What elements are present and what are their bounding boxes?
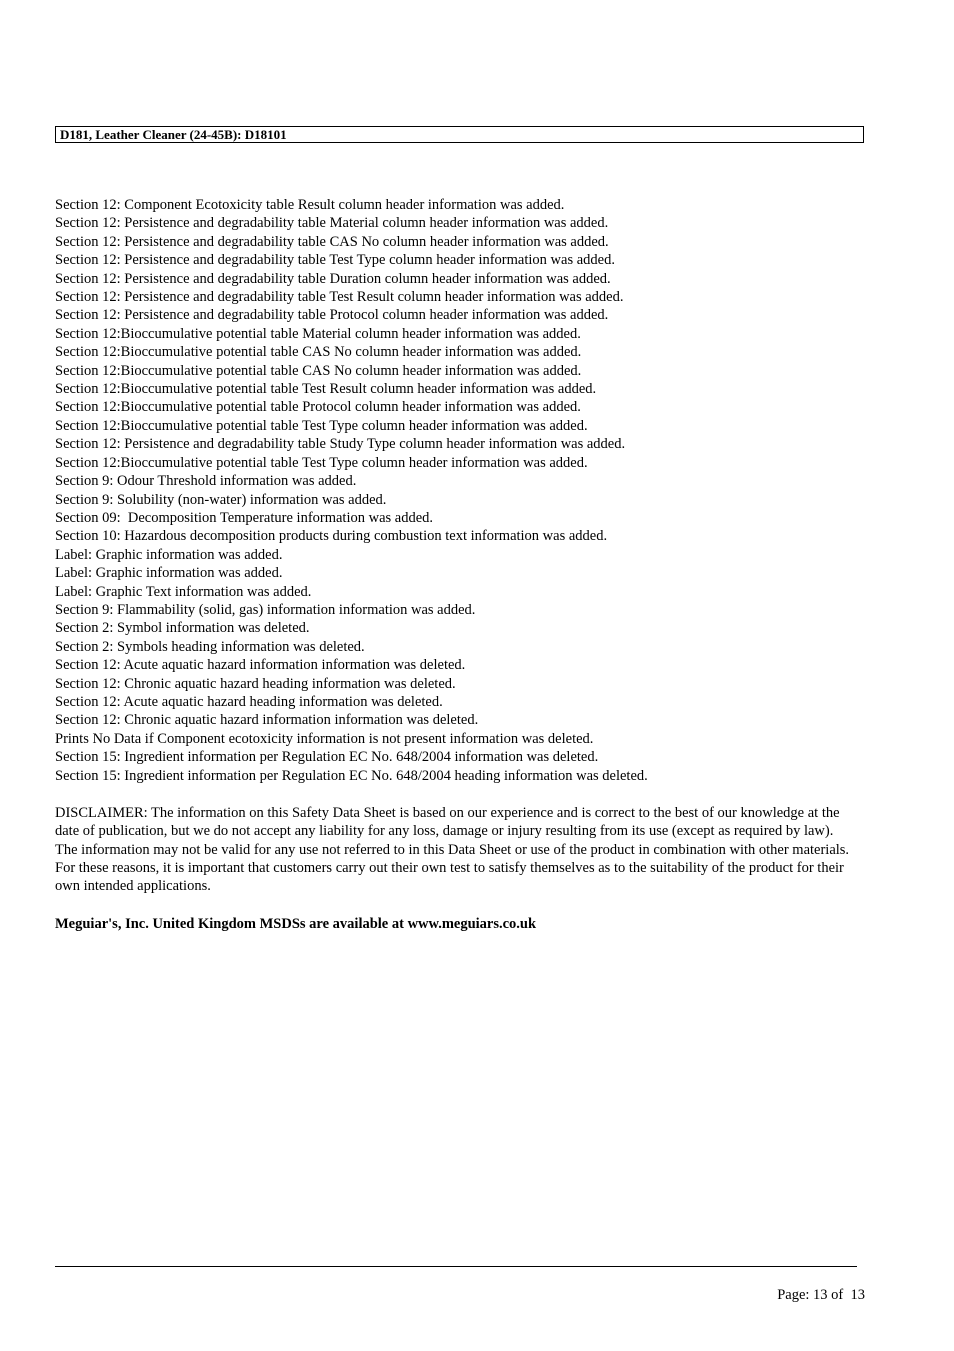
list-item: Section 9: Odour Threshold information was added. — [55, 473, 357, 490]
list-item: Section 15: Ingredient information per Regulation EC No. 648/2004 information was deleted. — [55, 749, 599, 766]
list-item: Prints No Data if Component ecotoxicity information is not present information was deleted. — [55, 730, 594, 747]
list-item: Section 12: Persistence and degradability table Material column header information was added. — [55, 215, 609, 232]
list-item: Section 9: Solubility (non-water) information was added. — [55, 491, 387, 508]
list-item: Section 12: Persistence and degradability table Protocol column header information was added. — [55, 307, 609, 324]
list-item: Section 12: Component Ecotoxicity table Result column header information was added. — [55, 197, 565, 213]
revision-changes-list — [55, 196, 648, 785]
footer-divider — [55, 1266, 857, 1267]
list-item: Section 12: Persistence and degradability table Study Type column header information was added. — [55, 436, 626, 453]
list-item: Section 12: Chronic aquatic hazard information information was deleted. — [55, 712, 479, 729]
list-item: Label: Graphic information was added. — [55, 546, 283, 563]
list-item: Section 9: Flammability (solid, gas) information information was added. — [55, 601, 476, 618]
list-item: Section 12: Persistence and degradability table Test Result column header information was added. — [55, 289, 624, 306]
document-title: D181, Leather Cleaner (24-45B): D18101 — [60, 127, 287, 142]
list-item: Section 12:Bioccumulative potential table CAS No column header information was added. — [55, 344, 582, 361]
list-item: Section 12: Persistence and degradability table CAS No column header information was added. — [55, 233, 609, 250]
list-item: Section 12:Bioccumulative potential table Test Result column header information was added. — [55, 381, 597, 398]
list-item: Section 12:Bioccumulative potential table Test Type column header information was added. — [55, 454, 588, 471]
document-header — [55, 126, 864, 143]
list-item: Section 10: Hazardous decomposition products during combustion text information was added. — [55, 528, 608, 545]
list-item: Section 12: Acute aquatic hazard heading information was deleted. — [55, 693, 443, 710]
list-item: Label: Graphic Text information was added. — [55, 583, 312, 600]
list-item: Label: Graphic information was added. — [55, 565, 283, 582]
msds-availability-note: Meguiar's, Inc. United Kingdom MSDSs are available at www.meguiars.co.uk — [55, 916, 537, 932]
list-item: Section 12:Bioccumulative potential table Protocol column header information was added. — [55, 399, 581, 416]
list-item: Section 09: Decomposition Temperature information was added. — [55, 509, 434, 526]
list-item: Section 12: Acute aquatic hazard information information was deleted. — [55, 657, 466, 674]
page-number: Page: 13 of 13 — [777, 1287, 865, 1303]
list-item: Section 15: Ingredient information per Regulation EC No. 648/2004 heading information was deleted. — [55, 767, 648, 784]
list-item: Section 2: Symbol information was deleted. — [55, 620, 310, 637]
list-item: Section 2: Symbols heading information was deleted. — [55, 638, 365, 655]
list-item: Section 12: Persistence and degradability table Test Type column header information was added. — [55, 252, 615, 269]
list-item: Section 12: Persistence and degradability table Duration column header information was added. — [55, 270, 611, 287]
disclaimer-paragraph: DISCLAIMER: The information on this Safety Data Sheet is based on our experience and is correct to the best of our knowledge at the date of publication, but we do not accept any liability for any loss, damage or injury resulting from its use (except as required by law). The information may not be valid for any use not referred to in this Data Sheet or use of the product in combination with other materials. For these reasons, it is important that customers carry out their own test to satisfy themselves as to the suitability of the product for their own intended applications. — [55, 805, 850, 895]
list-item: Section 12: Chronic aquatic hazard heading information was deleted. — [55, 675, 456, 692]
list-item: Section 12:Bioccumulative potential table Material column header information was added. — [55, 325, 581, 342]
list-item: Section 12:Bioccumulative potential table Test Type column header information was added. — [55, 417, 588, 434]
list-item: Section 12:Bioccumulative potential table CAS No column header information was added. — [55, 362, 582, 379]
